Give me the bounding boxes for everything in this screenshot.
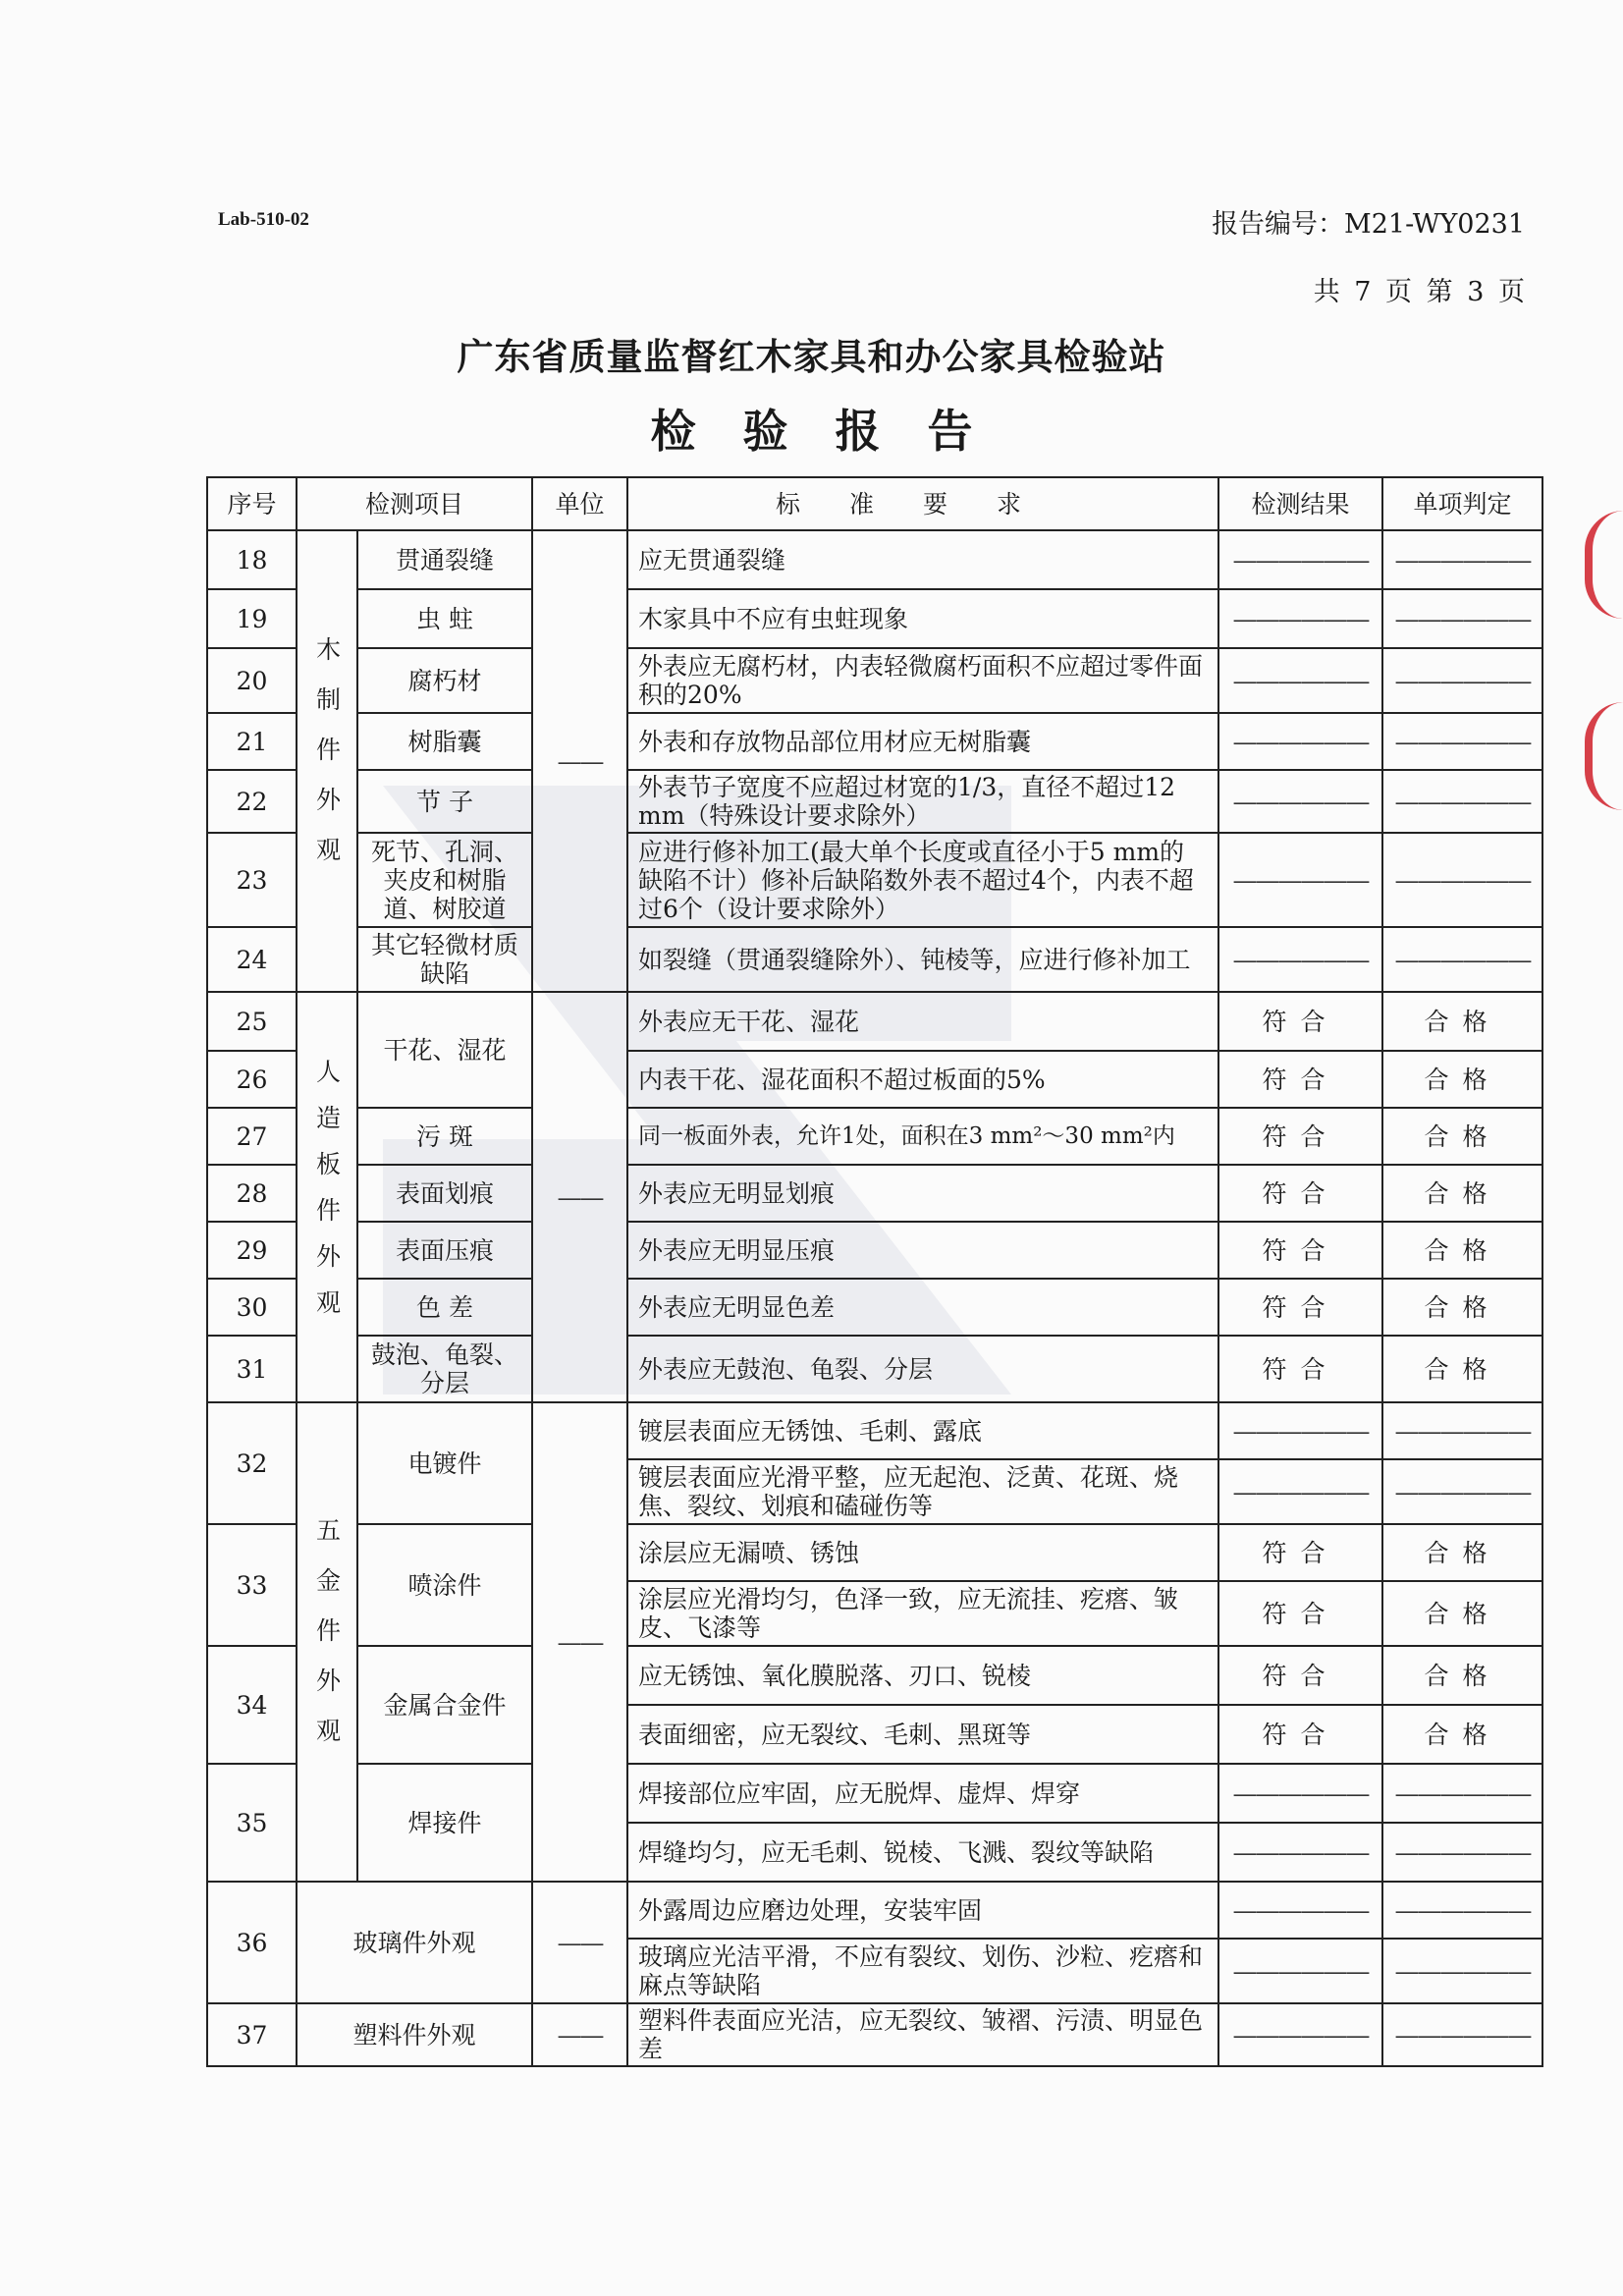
row-no: 34	[207, 1646, 297, 1764]
category-plastic: 塑料件外观	[297, 2003, 532, 2066]
verdict-cell: ——————	[1382, 713, 1542, 770]
row-no: 23	[207, 833, 297, 927]
table-row	[207, 1108, 1542, 1165]
verdict-cell: 合格	[1382, 1108, 1542, 1165]
verdict-cell: ——————	[1382, 1459, 1542, 1524]
verdict-cell: ——————	[1382, 1823, 1542, 1882]
row-no: 29	[207, 1222, 297, 1279]
result-cell: ——————	[1218, 530, 1382, 589]
header-verdict: 单项判定	[1382, 477, 1542, 530]
standard-text: 外表应无明显划痕	[627, 1165, 1218, 1222]
result-cell: ——————	[1218, 770, 1382, 833]
table-row	[207, 713, 1542, 770]
standard-text: 镀层表面应无锈蚀、毛刺、露底	[627, 1402, 1218, 1459]
item-name: 电镀件	[357, 1402, 532, 1524]
standard-text: 外表应无明显色差	[627, 1279, 1218, 1336]
verdict-cell: 合格	[1382, 1581, 1542, 1646]
unit-dash: ——	[557, 1627, 603, 1657]
item-name: 表面划痕	[357, 1165, 532, 1222]
row-no: 26	[207, 1051, 297, 1108]
result-cell: 符合	[1218, 1336, 1382, 1402]
unit-cell	[532, 2003, 627, 2066]
row-no: 20	[207, 648, 297, 713]
page-info: 共 7 页 第 3 页	[1313, 277, 1525, 307]
table-row	[207, 589, 1542, 648]
table-row	[207, 1336, 1542, 1402]
result-cell: 符合	[1218, 1051, 1382, 1108]
header-unit: 单位	[532, 477, 627, 530]
result-cell: ——————	[1218, 1402, 1382, 1459]
verdict-cell: ——————	[1382, 1882, 1542, 1939]
row-no: 35	[207, 1764, 297, 1882]
row-no: 28	[207, 1165, 297, 1222]
verdict-cell: ——————	[1382, 589, 1542, 648]
item-name: 表面压痕	[357, 1222, 532, 1279]
item-name: 色 差	[357, 1279, 532, 1336]
category-label: 人造板件外观	[312, 1059, 342, 1336]
row-no: 18	[207, 530, 297, 589]
verdict-cell: 合格	[1382, 1222, 1542, 1279]
row-no: 25	[207, 992, 297, 1051]
verdict-cell: 合格	[1382, 1524, 1542, 1581]
result-cell: ——————	[1218, 648, 1382, 713]
table-row	[207, 1279, 1542, 1336]
standard-text: 外露周边应磨边处理，安装牢固	[627, 1882, 1218, 1939]
table-row	[207, 2003, 1542, 2066]
verdict-cell: 合格	[1382, 992, 1542, 1051]
table-row	[207, 1764, 1542, 1823]
item-name: 金属合金件	[357, 1646, 532, 1764]
item-name: 虫 蛀	[357, 589, 532, 648]
standard-text: 涂层应光滑均匀，色泽一致，应无流挂、疙瘩、皱皮、飞漆等	[627, 1581, 1218, 1646]
table-row	[207, 1222, 1542, 1279]
standard-text: 焊接部位应牢固，应无脱焊、虚焊、焊穿	[627, 1764, 1218, 1823]
verdict-cell: ——————	[1382, 1764, 1542, 1823]
table-row	[207, 992, 1542, 1051]
result-cell: ——————	[1218, 927, 1382, 992]
header-item: 检测项目	[297, 477, 532, 530]
table-row	[207, 927, 1542, 992]
standard-text: 外表节子宽度不应超过材宽的1/3，直径不超过12 mm（特殊设计要求除外）	[627, 770, 1218, 833]
row-no: 36	[207, 1882, 297, 2003]
standard-text: 外表应无干花、湿花	[627, 992, 1218, 1051]
result-cell: ——————	[1218, 589, 1382, 648]
standard-text: 内表干花、湿花面积不超过板面的5%	[627, 1051, 1218, 1108]
unit-cell	[532, 530, 627, 992]
item-name: 贯通裂缝	[357, 530, 532, 589]
result-cell: 符合	[1218, 1524, 1382, 1581]
item-name: 节 子	[357, 770, 532, 833]
standard-text: 应无锈蚀、氧化膜脱落、刃口、锐棱	[627, 1646, 1218, 1705]
standard-text: 同一板面外表，允许1处，面积在3 mm²～30 mm²内	[627, 1108, 1218, 1165]
verdict-cell: 合格	[1382, 1279, 1542, 1336]
row-no: 37	[207, 2003, 297, 2066]
item-name: 腐朽材	[357, 648, 532, 713]
table-header-row	[207, 477, 1542, 530]
standard-text: 应无贯通裂缝	[627, 530, 1218, 589]
item-name: 焊接件	[357, 1764, 532, 1882]
result-cell: ——————	[1218, 1939, 1382, 2003]
result-cell: 符合	[1218, 1581, 1382, 1646]
result-cell: 符合	[1218, 1222, 1382, 1279]
table-row	[207, 1524, 1542, 1581]
result-cell: ——————	[1218, 2003, 1382, 2066]
unit-cell	[532, 992, 627, 1402]
result-cell: 符合	[1218, 992, 1382, 1051]
verdict-cell: 合格	[1382, 1336, 1542, 1402]
standard-text: 外表和存放物品部位用材应无树脂囊	[627, 713, 1218, 770]
organization-name: 广东省质量监督红木家具和办公家具检验站	[457, 336, 1166, 378]
standard-text: 如裂缝（贯通裂缝除外）、钝棱等，应进行修补加工	[627, 927, 1218, 992]
standard-text: 外表应无明显压痕	[627, 1222, 1218, 1279]
table-row	[207, 1882, 1542, 1939]
item-name: 死节、孔洞、夹皮和树脂道、树胶道	[357, 833, 532, 927]
table-row	[207, 833, 1542, 927]
item-name: 干花、湿花	[357, 992, 532, 1108]
result-cell: ——————	[1218, 833, 1382, 927]
row-no: 19	[207, 589, 297, 648]
category-wood	[297, 530, 357, 992]
table-row	[207, 530, 1542, 589]
unit-cell	[532, 1402, 627, 1882]
unit-cell	[532, 1882, 627, 2003]
standard-text: 应进行修补加工(最大单个长度或直径小于5 mm的缺陷不计）修补后缺陷数外表不超过4个，内表不超过6个（设计要求除外）	[627, 833, 1218, 927]
inspection-table	[206, 476, 1543, 2067]
category-glass: 玻璃件外观	[297, 1882, 532, 2003]
row-no: 31	[207, 1336, 297, 1402]
verdict-cell: ——————	[1382, 927, 1542, 992]
verdict-cell: ——————	[1382, 530, 1542, 589]
table-row	[207, 770, 1542, 833]
table-row	[207, 648, 1542, 713]
item-name: 喷涂件	[357, 1524, 532, 1646]
unit-dash: ——	[557, 746, 603, 776]
verdict-cell: ——————	[1382, 1402, 1542, 1459]
result-cell: 符合	[1218, 1705, 1382, 1764]
table-row	[207, 1402, 1542, 1459]
standard-text: 外表应无鼓泡、龟裂、分层	[627, 1336, 1218, 1402]
verdict-cell: ——————	[1382, 648, 1542, 713]
result-cell: 符合	[1218, 1646, 1382, 1705]
standard-text: 表面细密，应无裂纹、毛刺、黑斑等	[627, 1705, 1218, 1764]
unit-dash: ——	[557, 1928, 603, 1957]
table-row	[207, 1165, 1542, 1222]
stamp-mark	[1585, 702, 1623, 810]
category-metal	[297, 1402, 357, 1882]
table-row	[207, 1646, 1542, 1705]
row-no: 21	[207, 713, 297, 770]
unit-dash: ——	[557, 2020, 603, 2050]
result-cell: 符合	[1218, 1279, 1382, 1336]
standard-text: 玻璃应光洁平滑，不应有裂纹、划伤、沙粒、疙瘩和麻点等缺陷	[627, 1939, 1218, 2003]
report-number: 报告编号：M21-WY0231	[1212, 209, 1525, 240]
category-board	[297, 992, 357, 1402]
row-no: 33	[207, 1524, 297, 1646]
verdict-cell: ——————	[1382, 2003, 1542, 2066]
header-result: 检测结果	[1218, 477, 1382, 530]
standard-text: 焊缝均匀，应无毛刺、锐棱、飞溅、裂纹等缺陷	[627, 1823, 1218, 1882]
verdict-cell: ——————	[1382, 770, 1542, 833]
stamp-mark	[1585, 511, 1623, 619]
header-seq: 序号	[207, 477, 297, 530]
result-cell: ——————	[1218, 1764, 1382, 1823]
item-name: 树脂囊	[357, 713, 532, 770]
item-name: 其它轻微材质缺陷	[357, 927, 532, 992]
verdict-cell: 合格	[1382, 1051, 1542, 1108]
row-no: 27	[207, 1108, 297, 1165]
header-standard: 标准要求	[627, 477, 1218, 530]
standard-text: 镀层表面应光滑平整，应无起泡、泛黄、花斑、烧焦、裂纹、划痕和磕碰伤等	[627, 1459, 1218, 1524]
verdict-cell: 合格	[1382, 1165, 1542, 1222]
standard-text: 塑料件表面应光洁，应无裂纹、皱褶、污渍、明显色差	[627, 2003, 1218, 2066]
result-cell: ——————	[1218, 1459, 1382, 1524]
category-label: 五金件外观	[312, 1516, 342, 1768]
standard-text: 涂层应无漏喷、锈蚀	[627, 1524, 1218, 1581]
lab-code: Lab-510-02	[218, 209, 309, 230]
verdict-cell: ——————	[1382, 1939, 1542, 2003]
row-no: 32	[207, 1402, 297, 1524]
row-no: 22	[207, 770, 297, 833]
verdict-cell: 合格	[1382, 1705, 1542, 1764]
result-cell: 符合	[1218, 1165, 1382, 1222]
result-cell: 符合	[1218, 1108, 1382, 1165]
item-name: 鼓泡、龟裂、分层	[357, 1336, 532, 1402]
row-no: 30	[207, 1279, 297, 1336]
result-cell: ——————	[1218, 1882, 1382, 1939]
item-name: 污 斑	[357, 1108, 532, 1165]
standard-text: 外表应无腐朽材，内表轻微腐朽面积不应超过零件面积的20%	[627, 648, 1218, 713]
verdict-cell: 合格	[1382, 1646, 1542, 1705]
standard-text: 木家具中不应有虫蛀现象	[627, 589, 1218, 648]
result-cell: ——————	[1218, 713, 1382, 770]
category-label: 木制件外观	[312, 635, 342, 887]
report-title: 检验报告	[650, 405, 1020, 458]
unit-dash: ——	[557, 1182, 603, 1212]
row-no: 24	[207, 927, 297, 992]
result-cell: ——————	[1218, 1823, 1382, 1882]
verdict-cell: ——————	[1382, 833, 1542, 927]
